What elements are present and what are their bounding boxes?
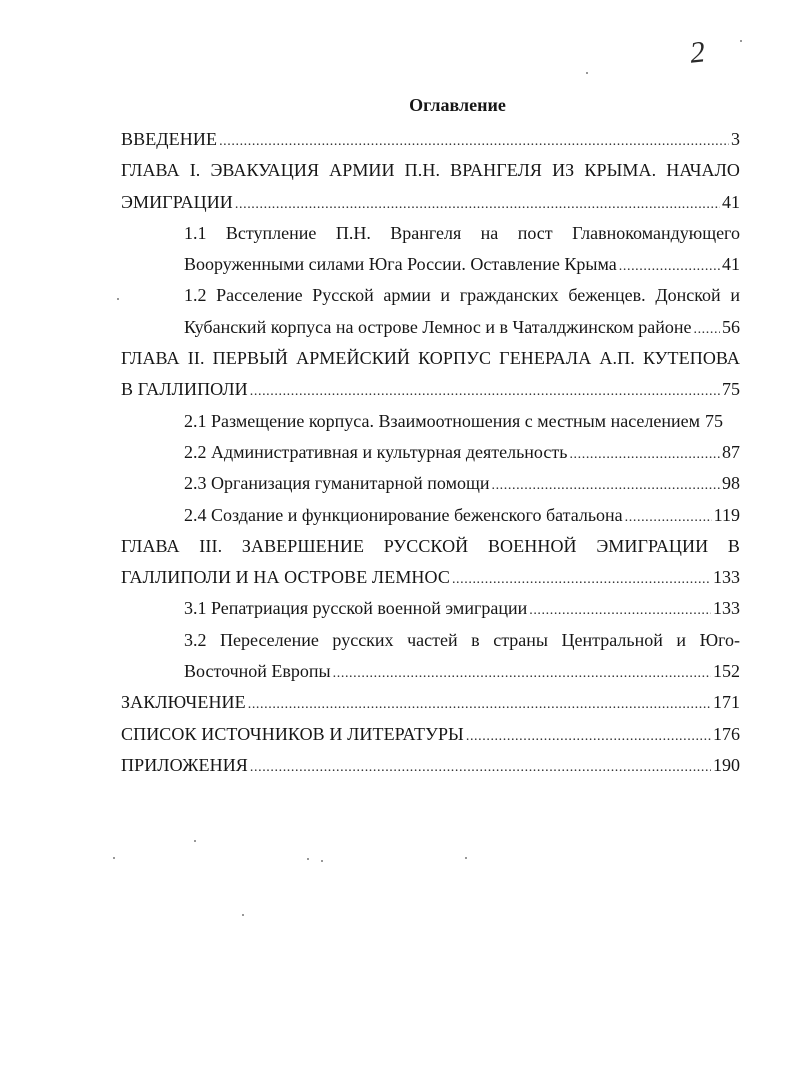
toc-entry-section-3-2-line-2[interactable] bbox=[184, 656, 740, 687]
toc-entry-page: 41 bbox=[722, 254, 740, 275]
toc-entry-page: 98 bbox=[722, 473, 740, 494]
toc-title: Оглавление bbox=[409, 95, 506, 115]
toc-entry-label: 2.4 Создание и функционирование беженского батальона bbox=[184, 504, 623, 525]
toc-entry-page: 152 bbox=[713, 661, 740, 682]
toc-entry-section-2-3[interactable] bbox=[184, 468, 740, 499]
toc-entry-page: 41 bbox=[722, 191, 740, 212]
scan-speck bbox=[465, 857, 467, 859]
toc-entry-page: 190 bbox=[713, 754, 740, 775]
toc-entry-chapter-1-line-2[interactable] bbox=[121, 187, 740, 218]
toc-entry-label: ВВЕДЕНИЕ bbox=[121, 129, 218, 149]
toc-entry-section-1-1-line-2[interactable] bbox=[184, 249, 740, 280]
dot-leader bbox=[529, 595, 711, 626]
toc-entry-section-2-1[interactable] bbox=[184, 406, 740, 437]
dot-leader bbox=[235, 189, 720, 220]
toc-entry-page: 133 bbox=[713, 567, 740, 588]
dot-leader bbox=[693, 314, 720, 345]
scan-speck bbox=[740, 40, 742, 42]
scan-speck bbox=[242, 914, 244, 916]
toc-entry-page: 3 bbox=[731, 129, 740, 149]
toc-entry-label: Кубанский корпуса на острове Лемнос и в Чаталджинском районе bbox=[184, 316, 692, 337]
toc-entry-section-2-4[interactable] bbox=[184, 500, 740, 531]
toc-entry-chapter-3-line-1[interactable] bbox=[121, 531, 740, 562]
toc-entry-label: ЭМИГРАЦИИ bbox=[121, 191, 233, 212]
toc-entry-page: 119 bbox=[713, 504, 740, 525]
toc-entry-chapter-2-line-2[interactable] bbox=[121, 374, 740, 405]
toc-entry-section-3-1[interactable] bbox=[184, 593, 740, 624]
toc-entry-page: 75 bbox=[722, 379, 740, 400]
toc-entry-conclusion[interactable] bbox=[121, 687, 740, 718]
dot-leader bbox=[333, 658, 711, 689]
scan-speck bbox=[307, 858, 309, 860]
dot-leader bbox=[250, 376, 720, 407]
dot-leader bbox=[452, 564, 711, 595]
toc-entry-label: 1.1 Вступление П.Н. Врангеля на пост Главнокомандующего bbox=[184, 222, 740, 243]
dot-leader bbox=[466, 721, 711, 752]
toc-entry-label: 1.2 Расселение Русской армии и гражданских беженцев. Донской и bbox=[184, 285, 740, 306]
toc-entry-label: 3.1 Репатриация русской военной эмиграции bbox=[184, 598, 528, 619]
toc-entry-label: ГЛАВА III. ЗАВЕРШЕНИЕ РУССКОЙ ВОЕННОЙ ЭМИГРАЦИИ В bbox=[121, 535, 740, 556]
toc-entry-chapter-1-line-1[interactable] bbox=[121, 155, 740, 186]
toc-entry-label: ПРИЛОЖЕНИЯ bbox=[121, 754, 248, 775]
dot-leader bbox=[619, 251, 720, 282]
scan-speck bbox=[117, 298, 119, 300]
dot-leader bbox=[219, 126, 729, 157]
toc-entry-page: 75 bbox=[705, 410, 724, 431]
scan-speck bbox=[113, 857, 115, 859]
table-of-contents bbox=[121, 124, 740, 781]
toc-entry-page: 176 bbox=[713, 723, 740, 744]
toc-entry-label: 2.2 Административная и культурная деятельность bbox=[184, 441, 568, 462]
toc-entry-label: ГЛАВА II. ПЕРВЫЙ АРМЕЙСКИЙ КОРПУС ГЕНЕРАЛА А.П. КУТЕПОВА bbox=[121, 348, 740, 369]
toc-entry-label: СПИСОК ИСТОЧНИКОВ И ЛИТЕРАТУРЫ bbox=[121, 723, 464, 744]
toc-entry-section-1-2-line-2[interactable] bbox=[184, 312, 740, 343]
dot-leader bbox=[625, 502, 712, 533]
toc-entry-sources[interactable] bbox=[121, 719, 740, 750]
toc-entry-section-3-2-line-1[interactable] bbox=[184, 625, 740, 656]
toc-entry-section-2-2[interactable] bbox=[184, 437, 740, 468]
scan-speck bbox=[586, 72, 588, 74]
toc-entry-label: Вооруженными силами Юга России. Оставление Крыма bbox=[184, 254, 617, 275]
dot-leader bbox=[569, 439, 720, 470]
dot-leader bbox=[248, 689, 711, 720]
toc-entry-page: 87 bbox=[722, 441, 740, 462]
toc-entry-label: 3.2 Переселение русских частей в страны Центральной и Юго- bbox=[184, 629, 740, 650]
toc-entry-label: 2.1 Размещение корпуса. Взаимоотношения с местным населением bbox=[184, 410, 701, 431]
dot-leader bbox=[491, 470, 720, 501]
scan-speck bbox=[194, 840, 196, 842]
toc-entry-chapter-3-line-2[interactable] bbox=[121, 562, 740, 593]
toc-entry-label: В ГАЛЛИПОЛИ bbox=[121, 379, 248, 400]
toc-entry-label: Восточной Европы bbox=[184, 661, 331, 682]
toc-entry-label: ГАЛЛИПОЛИ И НА ОСТРОВЕ ЛЕМНОС bbox=[121, 567, 450, 588]
toc-entry-label: 2.3 Организация гуманитарной помощи bbox=[184, 473, 490, 494]
toc-entry-label: ГЛАВА I. ЭВАКУАЦИЯ АРМИИ П.Н. ВРАНГЕЛЯ ИЗ КРЫМА. НАЧАЛО bbox=[121, 160, 740, 181]
toc-entry-page: 133 bbox=[713, 598, 740, 619]
toc-entry-appendix[interactable] bbox=[121, 750, 740, 781]
toc-entry-section-1-2-line-1[interactable] bbox=[184, 280, 740, 311]
toc-entry-page: 56 bbox=[722, 316, 740, 337]
scan-speck bbox=[321, 860, 323, 862]
toc-entry-label: ЗАКЛЮЧЕНИЕ bbox=[121, 692, 246, 713]
toc-entry-chapter-2-line-1[interactable] bbox=[121, 343, 740, 374]
toc-entry-section-1-1-line-1[interactable] bbox=[184, 218, 740, 249]
handwritten-page-number: 2 bbox=[688, 35, 707, 70]
toc-entry-page: 171 bbox=[713, 692, 740, 713]
dot-leader bbox=[250, 752, 711, 783]
toc-entry-intro[interactable] bbox=[121, 124, 740, 155]
